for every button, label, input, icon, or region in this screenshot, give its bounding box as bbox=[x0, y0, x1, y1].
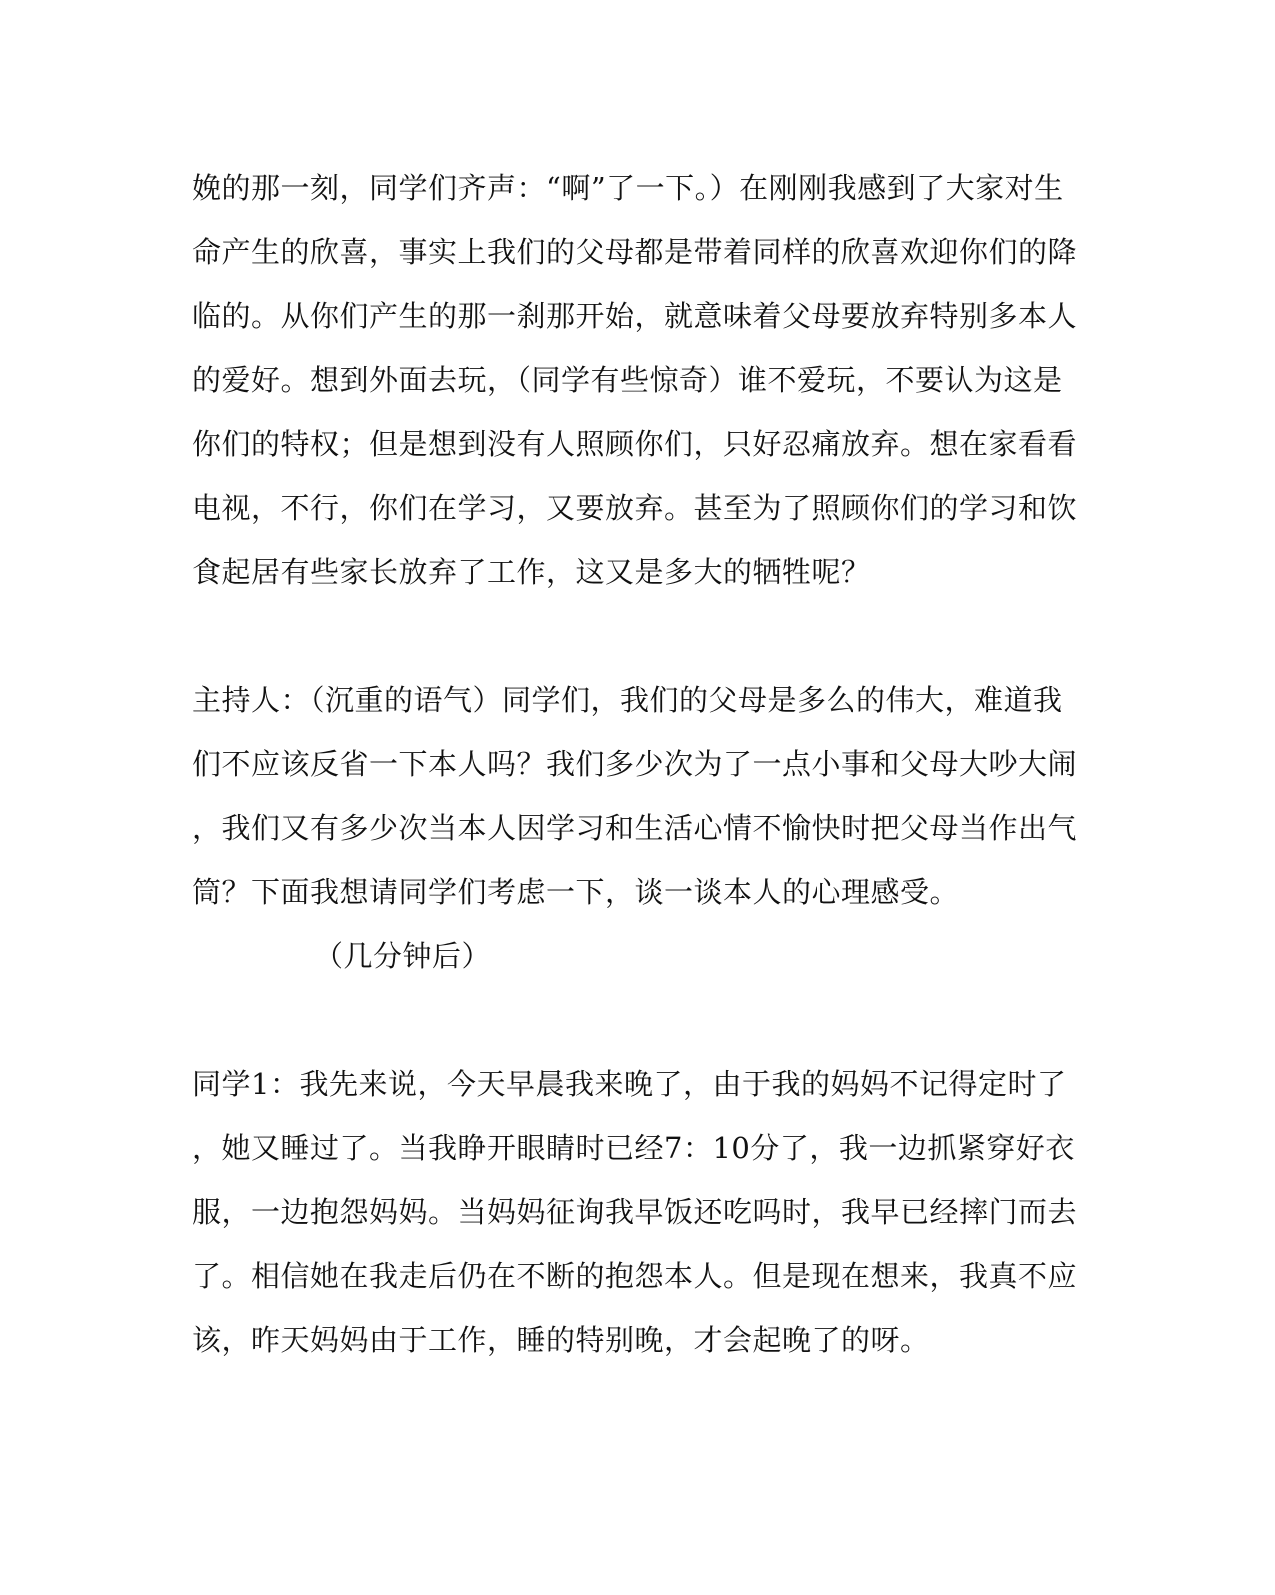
paragraph-4-line-3: 服，一边抱怨妈妈。当妈妈征询我早饭还吃吗时，我早已经摔门而去 bbox=[192, 1195, 1078, 1229]
paragraph-1-line-5: 你们的特权；但是想到没有人照顾你们，只好忍痛放弃。想在家看看 bbox=[192, 427, 1078, 461]
paragraph-3-line-1: （几分钟后） bbox=[314, 939, 492, 973]
paragraph-4-line-1: 同学1：我先来说，今天早晨我来晚了，由于我的妈妈不记得定时了 bbox=[192, 1067, 1067, 1101]
paragraph-1-line-6: 电视，不行，你们在学习，又要放弃。甚至为了照顾你们的学习和饮 bbox=[192, 491, 1078, 525]
paragraph-1-line-4: 的爱好。想到外面去玩，（同学有些惊奇）谁不爱玩，不要认为这是 bbox=[192, 363, 1063, 397]
paragraph-2-line-2: 们不应该反省一下本人吗？我们多少次为了一点小事和父母大吵大闹 bbox=[192, 747, 1078, 781]
paragraph-4-line-4: 了。相信她在我走后仍在不断的抱怨本人。但是现在想来，我真不应 bbox=[192, 1259, 1078, 1293]
paragraph-2-line-4: 筒？下面我想请同学们考虑一下，谈一谈本人的心理感受。 bbox=[192, 875, 960, 909]
paragraph-2-line-1: 主持人：（沉重的语气）同学们，我们的父母是多么的伟大，难道我 bbox=[192, 683, 1063, 717]
paragraph-1-line-7: 食起居有些家长放弃了工作，这又是多大的牺牲呢？ bbox=[192, 555, 871, 589]
paragraph-1-line-2: 命产生的欣喜，事实上我们的父母都是带着同样的欣喜欢迎你们的降 bbox=[192, 235, 1078, 269]
paragraph-4-line-2: ，她又睡过了。当我睁开眼睛时已经7：10分了，我一边抓紧穿好衣 bbox=[192, 1131, 1075, 1165]
paragraph-1-line-1: 娩的那一刻，同学们齐声：“啊”了一下。）在刚刚我感到了大家对生 bbox=[192, 171, 1064, 205]
paragraph-1-line-3: 临的。从你们产生的那一刹那开始，就意味着父母要放弃特别多本人 bbox=[192, 299, 1078, 333]
paragraph-4-line-5: 该，昨天妈妈由于工作，睡的特别晚，才会起晚了的呀。 bbox=[192, 1323, 930, 1357]
paragraph-2-line-3: ，我们又有多少次当本人因学习和生活心情不愉快时把父母当作出气 bbox=[192, 811, 1078, 845]
